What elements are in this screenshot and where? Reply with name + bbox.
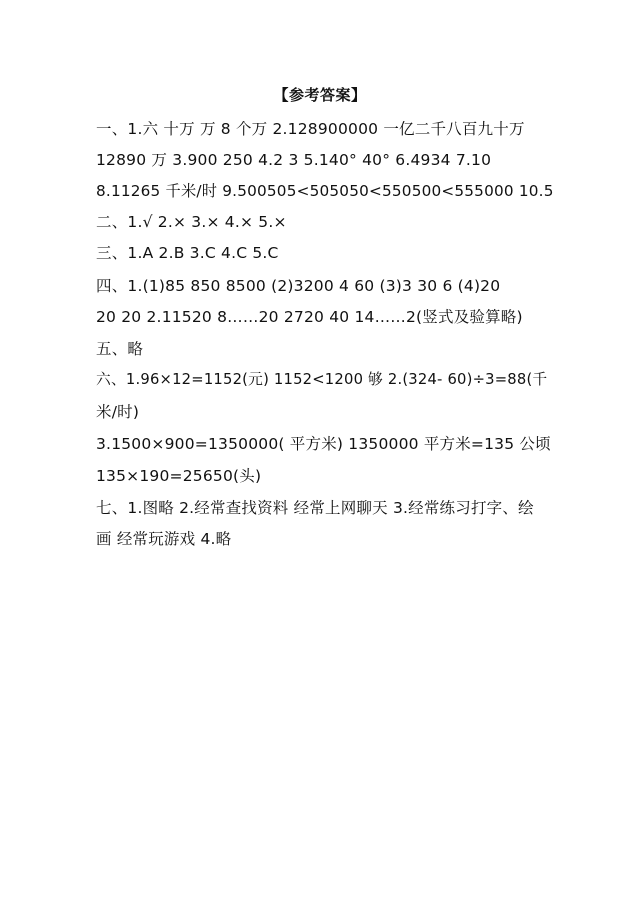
- answer-line-2: 12890 万 3.900 250 4.2 3 5.140° 40° 6.4934 7.10: [96, 151, 492, 169]
- answer-line-13: 七、1.图略 2.经常查找资料 经常上网聊天 3.经常练习打字、绘: [96, 499, 534, 517]
- answer-line-5: 三、1.A 2.B 3.C 4.C 5.C: [96, 244, 279, 262]
- answer-line-9: 六、1.96×12=1152(元) 1152<1200 够 2.(324- 60)÷3=88(千: [96, 371, 548, 388]
- answer-line-12: 135×190=25650(头): [96, 467, 262, 485]
- answer-line-6: 四、1.(1)85 850 8500 (2)3200 4 60 (3)3 30 6 (4)20: [96, 277, 501, 295]
- answer-line-8: 五、略: [96, 340, 144, 358]
- answer-line-14: 画 经常玩游戏 4.略: [96, 530, 232, 548]
- answer-line-3: 8.11265 千米/时 9.500505<505050<550500<555000 10.5: [96, 182, 554, 200]
- answer-line-4: 二、1.√ 2.× 3.× 4.× 5.×: [96, 213, 287, 231]
- page-title: 【参考答案】: [273, 86, 367, 104]
- answer-line-11: 3.1500×900=1350000( 平方米) 1350000 平方米=135 公顷: [96, 435, 551, 453]
- answer-line-1: 一、1.六 十万 万 8 个万 2.128900000 一亿二千八百九十万: [96, 120, 525, 138]
- answer-line-10: 米/时): [96, 403, 140, 421]
- answer-line-7: 20 20 2.11520 8……20 2720 40 14……2(竖式及验算略): [96, 308, 523, 326]
